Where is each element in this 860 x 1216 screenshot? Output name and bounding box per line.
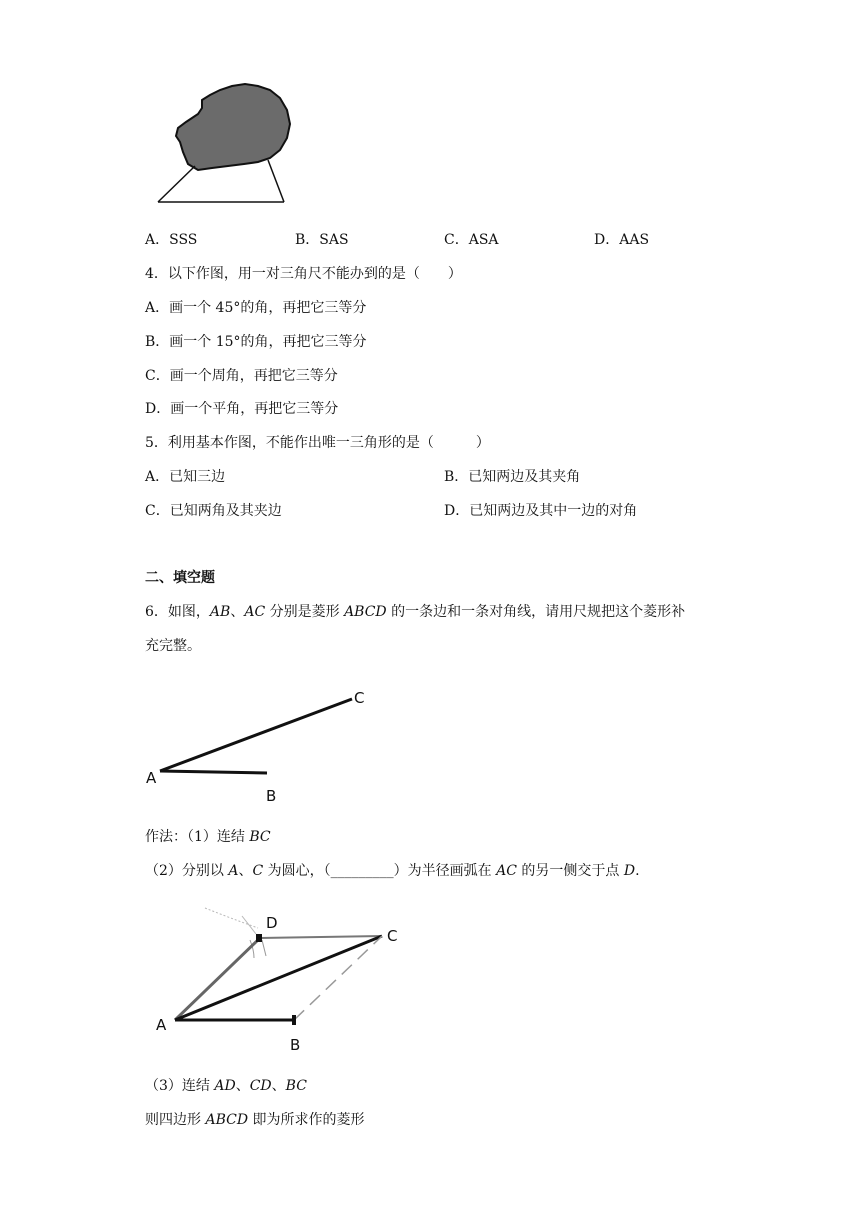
step2-end: . xyxy=(635,863,640,879)
label-b: B xyxy=(290,1036,301,1054)
q6-number: 6．如图， xyxy=(145,604,210,620)
label-a: A xyxy=(156,1016,167,1034)
rhombus-name: ABCD xyxy=(205,1112,249,1128)
segment-ac: AC xyxy=(244,604,266,620)
q3-option-a: A．SSS xyxy=(145,232,198,248)
q5-option-d: D．已知两边及其中一边的对角 xyxy=(444,503,638,519)
figure-abc xyxy=(140,685,380,805)
segment-cd: CD xyxy=(249,1078,272,1094)
step2-text1: （2）分别以 xyxy=(145,863,229,879)
segment-bc: BC xyxy=(249,829,271,845)
step2-text3: ）为半径画弧在 xyxy=(393,863,497,879)
segment-ab: AB xyxy=(209,604,231,620)
separator: 、 xyxy=(230,604,245,620)
rock-shape xyxy=(176,84,290,170)
segment-ad: AD xyxy=(214,1078,236,1094)
method-step3 xyxy=(145,1077,307,1095)
label-d: D xyxy=(266,914,278,932)
step2-text4: 的另一侧交于点 xyxy=(516,863,624,879)
edge-ad xyxy=(175,938,260,1020)
step2-text2: 为圆心，（ xyxy=(263,863,331,879)
edge-bc xyxy=(294,936,382,1020)
q3-option-c: C．ASA xyxy=(444,232,499,248)
point-a: A xyxy=(228,863,239,879)
separator: 、 xyxy=(271,1078,286,1094)
point-d: D xyxy=(623,863,636,879)
conclusion-text1: 则四边形 xyxy=(145,1112,206,1128)
method-prefix: 作法：（1）连结 xyxy=(145,829,250,845)
q5-option-b: B．已知两边及其夹角 xyxy=(444,469,581,485)
q6-text-mid: 分别是菱形 xyxy=(265,604,345,620)
rhombus-name: ABCD xyxy=(344,604,387,620)
conclusion-text2: 即为所求作的菱形 xyxy=(248,1112,365,1128)
rock-triangle-figure xyxy=(150,80,290,205)
q4-option-a: A．画一个 45°的角，再把它三等分 xyxy=(145,300,367,316)
q4-option-d: D．画一个平角，再把它三等分 xyxy=(145,401,339,417)
q4-option-c: C．画一个周角，再把它三等分 xyxy=(145,368,338,384)
q6-text-end: 的一条边和一条对角线，请用尺规把这个菱形补 xyxy=(386,604,686,620)
method-step1 xyxy=(145,828,271,846)
segment-ac: AC xyxy=(496,863,517,879)
answer-blank[interactable]: _________ xyxy=(330,863,394,879)
separator: 、 xyxy=(235,1078,250,1094)
segment-ab-line xyxy=(160,771,267,773)
separator: 、 xyxy=(238,863,253,879)
q5-option-c: C．已知两角及其夹边 xyxy=(145,503,282,519)
construction-arc xyxy=(262,940,266,956)
point-d-mark xyxy=(256,934,262,942)
q6-stem-line1 xyxy=(145,603,685,621)
q5-option-a: A．已知三边 xyxy=(145,469,226,485)
label-a: A xyxy=(146,769,157,787)
triangle-right-edge xyxy=(268,160,284,202)
q5-stem: 5．利用基本作图，不能作出唯一三角形的是（ ） xyxy=(145,435,490,451)
edge-dc xyxy=(260,936,382,938)
triangle-left-edge xyxy=(158,166,195,202)
conclusion xyxy=(145,1111,365,1129)
construction-arc xyxy=(205,908,258,928)
section-title: 二、填空题 xyxy=(145,570,215,586)
segment-bc: BC xyxy=(285,1078,307,1094)
q3-option-d: D．AAS xyxy=(594,232,650,248)
q4-stem: 4．以下作图，用一对三角尺不能办到的是（ ） xyxy=(145,266,462,282)
label-c: C xyxy=(354,689,365,707)
segment-ac-line xyxy=(160,699,352,771)
label-b: B xyxy=(266,787,277,805)
point-c: C xyxy=(252,863,264,879)
q4-option-b: B．画一个 15°的角，再把它三等分 xyxy=(145,334,367,350)
diagonal-ac xyxy=(175,936,382,1020)
figure-rhombus xyxy=(150,898,420,1058)
method-step2 xyxy=(145,862,640,880)
construction-arc xyxy=(242,916,256,934)
q6-stem-line2: 充完整。 xyxy=(145,638,201,654)
label-c: C xyxy=(387,927,398,945)
q3-option-b: B．SAS xyxy=(295,232,349,248)
step3-text: （3）连结 xyxy=(145,1078,215,1094)
point-b-mark xyxy=(292,1015,296,1025)
